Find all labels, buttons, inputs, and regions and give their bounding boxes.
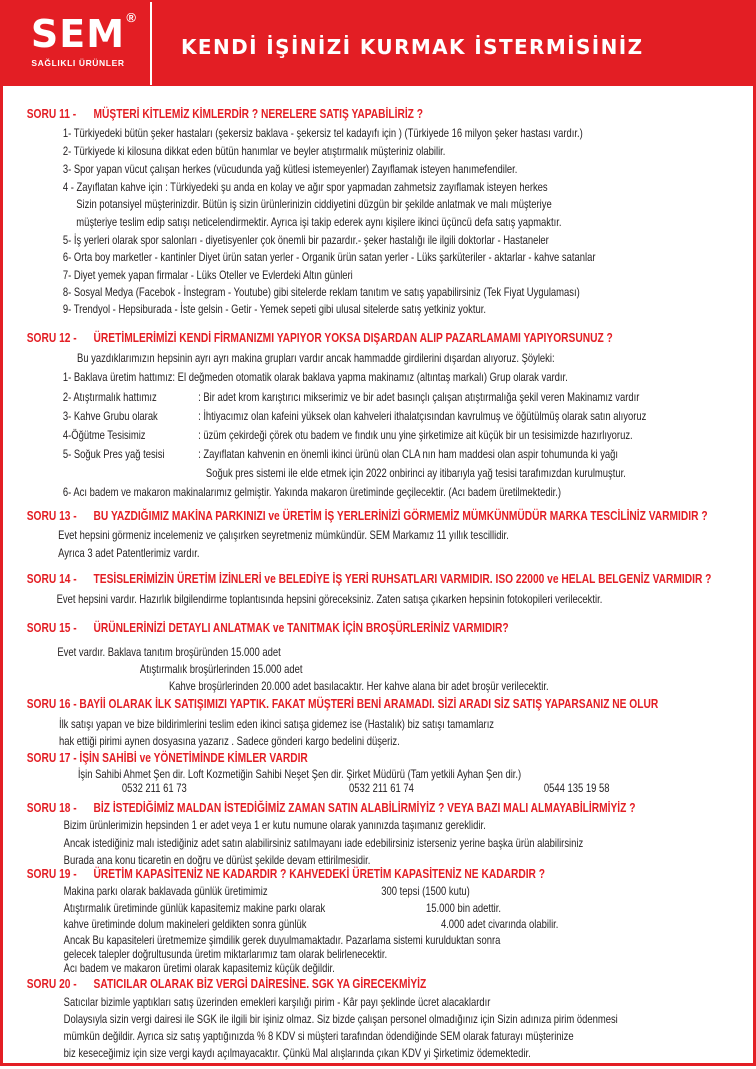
capacity-label: kahve üretiminde dolum makineleri geldikten sonra günlük: [63, 917, 307, 931]
answer-line: gelecek talepler doğrultusunda üretim miktarlarımız tam olarak belirlenecektir.: [63, 947, 388, 961]
facility-item: [63, 370, 568, 384]
capacity-row: [64, 884, 470, 898]
answer-line: hak ettiği pirimi aynen dosyasına yazarız . Sadece gönderi kargo bedelini düşeriz.: [58, 734, 400, 748]
phone-ayhan[interactable]: 0544 135 19 58: [543, 781, 610, 795]
answer-line: Acı badem ve makaron üretimi olarak kapasitemiz küçük değildir.: [63, 961, 335, 975]
capacity-value: 4.000 adet civarında olabilir.: [440, 917, 559, 931]
question-text: TESİSLERİMİZİN ÜRETİM İZİNLERİ ve BELEDİYE İŞ YERİ RUHSATLARI VARMIDIR. ISO 22000 ve HELAL BELGENİZ VARMIDIR ?: [93, 571, 712, 586]
answer-line: Bizim ürünlerimizin hepsinden 1 er adet veya 1 er kutu numune olarak yanınızda taşımanız gereklidir.: [63, 818, 486, 832]
answer-line: 9- Trendyol - Hepsiburada - İste gelsin - Getir - Yemek sepeti gibi ulusal sitelerde satış yetkiniz yoktur.: [62, 302, 486, 316]
capacity-label: Makina parkı olarak baklavada günlük üretimimiz: [63, 884, 268, 898]
page-title: KENDİ İŞİNİZİ KURMAK İSTERMİSİNİZ: [181, 35, 644, 59]
question-18: [27, 801, 636, 815]
question-text: ÜRETİMLERİMİZİ KENDİ FİRMANIZMI YAPIYOR YOKSA DIŞARDAN ALIP PAZARLAMAMI YAPIYORSUNUZ ?: [93, 330, 613, 345]
question-19: [27, 867, 545, 881]
question-text: İŞİN SAHİBİ ve YÖNETİMİNDE KİMLER VARDIR: [79, 750, 308, 765]
capacity-label: Atıştırmalık üretiminde günlük kapasitemiz makine parkı olarak: [63, 901, 326, 915]
facility-text: : üzüm çekirdeği çörek otu badem ve fındık unu yine şirketimize ait küçük bir un tesisimizde hazırlıyoruz.: [198, 428, 633, 442]
facility-text: : Zayıflatan kahvenin en önemli ikinci ürünü olan CLA nın ham maddesi olan aspir tohumunda ki yağı: [198, 447, 619, 461]
question-14: [27, 572, 712, 586]
answer-closing: 6- Acı badem ve makaron makinalarımız gelmiştir. Yakında makaron üretiminde geçilecektir. (Acı badem üretilmektedir.): [62, 485, 562, 499]
answer-line: müşteriye teslim edip satışı neticelendirmektir. Ayrıca işi takip ederek aynı kişilere ikinci üçüncü defa satış yapmaktır.: [76, 215, 562, 229]
facility-continuation: Soğuk pres sistemi ile elde etmek için 2022 onbirinci ay itibarıyla yağ tesisi tarafımızdan kurulmuştur.: [205, 466, 626, 480]
question-number: SORU 11 -: [26, 106, 77, 121]
question-number: SORU 13 -: [26, 508, 77, 523]
owners-line: İşin Sahibi Ahmet Şen dir. Loft Kozmetiğin Sahibi Neşet Şen dir. Şirket Müdürü (Tam yetkili Ayhan Şen dir.): [77, 767, 522, 781]
question-number: SORU 20 -: [26, 976, 77, 991]
question-number: SORU 17 -: [26, 750, 77, 765]
phone-neset[interactable]: 0532 211 61 74: [348, 781, 414, 795]
answer-line: Satıcılar bizimle yaptıkları satış üzerinden emekleri karşılığı pirim - Kâr payı şeklinde ücret alacaklardır: [63, 995, 491, 1009]
question-17: [27, 751, 308, 765]
question-text: MÜŞTERİ KİTLEMİZ KİMLERDİR ? NERELERE SATIŞ YAPABİLİRİZ ?: [93, 106, 423, 121]
question-20: [27, 977, 426, 991]
capacity-value: 15.000 bin adettir.: [426, 901, 502, 915]
registered-mark-icon: ®: [126, 10, 136, 25]
facility-text: : İhtiyacımız olan kafeini yüksek olan kahveleri ithalatçısından kavrulmuş ve öğütülmüş olarak satın alıyoruz: [198, 409, 647, 423]
question-text: SATICILAR OLARAK BİZ VERGİ DAİRESİNE. SGK YA GİRECEKMİYİZ: [93, 976, 427, 991]
answer-line: mümkün değildir. Ayrıca siz satış yaptığınızda % 8 KDV si müşteri tarafından ödendiğinde SEM olarak faturayı müşterinize: [63, 1029, 574, 1043]
answer-line: Ancak Bu kapasiteleri üretmemize şimdilik gerek duyulmamaktadır. Pazarlama sistemi kurulduktan sonra: [63, 933, 501, 947]
answer-line: 6- Orta boy marketler - kantinler Diyet ürün satan yerler - Organik ürün satan yerler - Lüks şarküteriler - aktarlar - kahve satanlar: [62, 250, 596, 264]
facility-label: 2- Atıştırmalık hattımız: [62, 390, 157, 404]
answer-line: 1- Türkiyedeki bütün şeker hastaları (şekersiz baklava - şekersiz tel kadayıfı için ) (Türkiyede 16 milyon şeker hastası vardır.): [62, 126, 583, 140]
facility-text: El değmeden otomatik olarak baklava yapma makinamız (altıntaş markalı) Grup olarak vardır.: [177, 370, 568, 384]
answer-line: Evet hepsini vardır. Hazırlık bilgilendirme toplantısında hepsini göreceksiniz. Zaten satışa çıkarken hepsinin fotokopileri verilecektir.: [56, 592, 603, 606]
answer-line: İlk satışı yapan ve bize bildirimlerini teslim eden ikinci satışa gidemez ise (Hastalık) biz satışı tamamlarız: [58, 717, 495, 731]
question-text: BAYİİ OLARAK İLK SATIŞIMIZI YAPTIK. FAKAT MÜŞTERİ BENİ ARAMADI. SİZİ ARADI SİZ SATIŞ YAPARSANIZ NE OLUR: [79, 696, 659, 711]
question-number: SORU 15 -: [26, 620, 77, 635]
question-number: SORU 14 -: [26, 571, 77, 586]
facility-item: [63, 409, 646, 423]
answer-line: 5- İş yerleri olarak spor salonları - diyetisyenler çok önemli bir pazardır.- şeker hastalığı ile ilgili doktorlar - Hastaneler: [62, 233, 549, 247]
question-16: [27, 697, 659, 711]
facility-item: [63, 447, 618, 461]
answer-line: 3- Spor yapan vücut çalışan herkes (vücudunda yağ kütlesi istemeyenler) Zayıflamak isteyen hanımefendiler.: [62, 162, 518, 176]
capacity-row: [64, 917, 559, 931]
answer-line: 7- Diyet yemek yapan firmalar - Lüks Oteller ve Evlerdeki Altın günleri: [62, 268, 353, 282]
facility-item: [63, 390, 640, 404]
question-text: ÜRETİM KAPASİTENİZ NE KADARDIR ? KAHVEDEKİ ÜRETİM KAPASİTENİZ NE KADARDIR ?: [93, 866, 546, 881]
facility-label: 4-Öğütme Tesisimiz: [62, 428, 146, 442]
facility-label: 3- Kahve Grubu olarak: [62, 409, 158, 423]
answer-line: Sizin potansiyel müşterinizdir. Bütün iş sizin ürünlerinizin ciddiyetini düzgün bir şekilde anlatmak ve malı müşteriye: [76, 197, 552, 211]
answer-line: Evet hepsini görmeniz incelemeniz ve çalışırken seyretmeniz mümkündür. SEM Markamız 11 yıllık tescillidir.: [58, 528, 509, 542]
facility-text: : Bir adet krom karıştırıcı mikserimiz ve bir adet basınçlı çalışan atıştırmalığa şekil veren Makinamız vardır: [198, 390, 640, 404]
phone-ahmet[interactable]: 0532 211 61 73: [121, 781, 187, 795]
question-text: BU YAZDIĞIMIZ MAKİNA PARKINIZI ve ÜRETİM İŞ YERLERİNİZİ GÖRMEMİZ MÜMKÜNMÜDÜR MARKA TESCİLİNİZ VARMIDIR ?: [93, 508, 708, 523]
capacity-row: [64, 901, 501, 915]
question-15: [27, 621, 509, 635]
facility-label: 5- Soğuk Pres yağ tesisi: [62, 447, 165, 461]
answer-line: Dolaysıyla sizin vergi dairesi ile SGK ile ilgili bir işiniz olmaz. Siz bizde çalışan personel olmadığınız için Sizin adınıza pirim ödenmesi: [63, 1012, 618, 1026]
answer-line: biz keseceğimiz için size vergi kaydı açılmayacaktır. Çünkü Mal alışlarında çıkan KDV yi Şirketimiz ödemektedir.: [63, 1046, 531, 1060]
answer-line: Evet vardır. Baklava tanıtım broşüründen 15.000 adet: [57, 645, 281, 659]
answer-line: Atıştırmalık broşürlerinden 15.000 adet: [139, 662, 303, 676]
answer-line: Burada ana konu ticaretin en doğru ve dürüst şekilde devam ettirilmesidir.: [63, 853, 371, 867]
question-number: SORU 16 -: [26, 696, 77, 711]
logo-wordmark: SEM: [30, 12, 126, 56]
answer-line: 8- Sosyal Medya (Facebok - İnstegram - Youtube) gibi sitelerde reklam tanıtım ve satış yapabilirsiniz (Tek Fiyat Uygulaması): [62, 285, 580, 299]
question-text: ÜRÜNLERİNİZİ DETAYLI ANLATMAK ve TANITMAK İÇİN BROŞÜRLERİNİZ VARMIDIR?: [93, 620, 509, 635]
question-number: SORU 19 -: [26, 866, 77, 881]
capacity-value: 300 tepsi (1500 kutu): [381, 884, 470, 898]
facility-item: [63, 428, 633, 442]
answer-line: Ayrıca 3 adet Patentlerimiz vardır.: [58, 546, 200, 560]
answer-line: Kahve broşürlerinden 20.000 adet basılacaktır. Her kahve alana bir adet broşür verilecektir.: [168, 679, 549, 693]
answer-line: 2- Türkiyede ki kilosuna dikkat eden bütün hanımlar ve beyler atıştırmalık müşteriniz olabilir.: [62, 144, 446, 158]
question-number: SORU 12 -: [26, 330, 77, 345]
question-11: [27, 107, 423, 121]
question-number: SORU 18 -: [26, 800, 77, 815]
answer-line: Ancak istediğiniz malı istediğiniz adet satın alabilirsiniz satılmayanı iade edebilirsiniz isterseniz yerine başka ürün alabilirsiniz: [63, 836, 584, 850]
facility-label: 1- Baklava üretim hattımız:: [62, 370, 176, 384]
logo-subtitle: SAĞLIKLI ÜRÜNLER: [31, 58, 125, 68]
question-text: BİZ İSTEDİĞİMİZ MALDAN İSTEDİĞİMİZ ZAMAN SATIN ALABİLİRMİYİZ ? VEYA BAZI MALI ALMAYABİLİRMİYİZ ?: [93, 800, 636, 815]
answer-intro: Bu yazdıklarımızın hepsinin ayrı ayrı makina grupları vardır ancak hammadde girdilerini dışardan alıyoruz. Şöyleki:: [77, 351, 555, 365]
question-13: [27, 509, 708, 523]
answer-line: 4 - Zayıflatan kahve için : Türkiyedeki şu anda en kolay ve ağır spor yapmadan zahmetsiz zayıflamak isteyen herkes: [62, 180, 548, 194]
question-12: [27, 331, 613, 345]
